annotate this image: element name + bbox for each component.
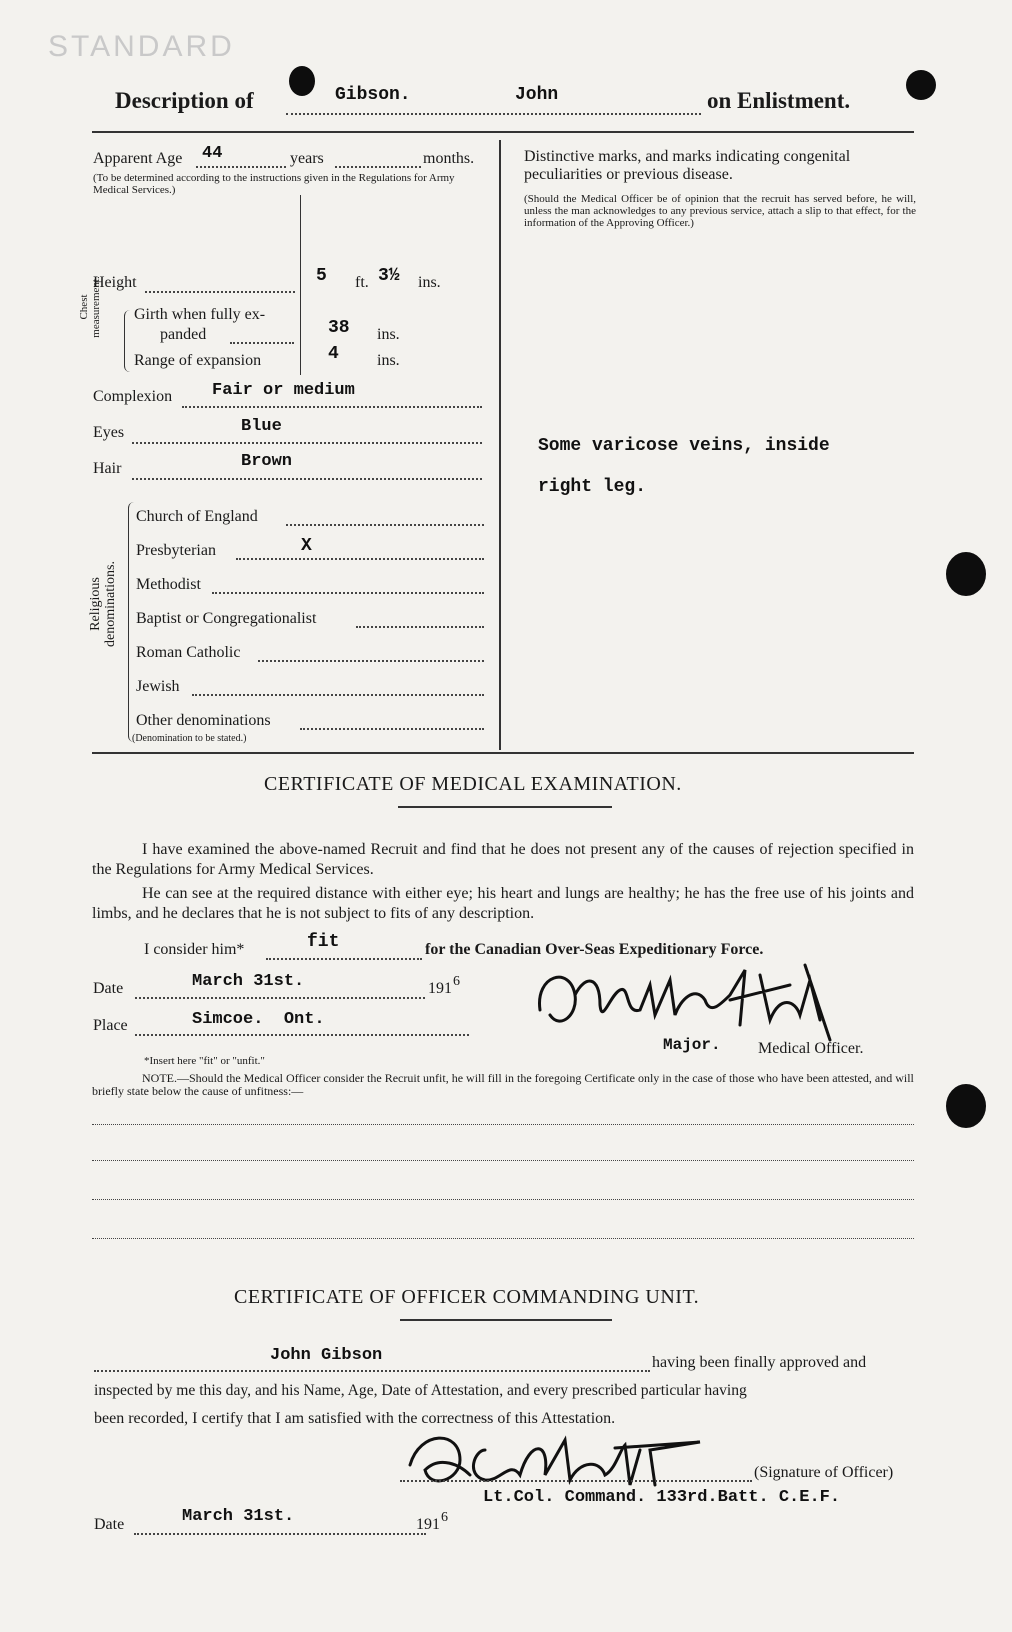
insert-note: *Insert here "fit" or "unfit." [144, 1055, 265, 1067]
commanding-line-1-tail: having been finally approved and [652, 1354, 867, 1371]
unfit-line [92, 1238, 914, 1239]
marks-note: (Should the Medical Officer be of opinion that the recruit has served before, he will, unless the man acknowledges to any previous service, attach a slip to that effect, for the information of the Approving Officer.) [524, 193, 916, 229]
denomination-note: (Denomination to be stated.) [132, 733, 247, 744]
apparent-age-value: 44 [202, 144, 223, 163]
unfit-line [92, 1160, 914, 1161]
eyes-label: Eyes [93, 424, 125, 441]
ft-label: ft. [355, 274, 369, 291]
religion-list [136, 508, 484, 746]
commanding-cert-title: CERTIFICATE OF OFFICER COMMANDING UNIT. [234, 1286, 700, 1308]
faded-stamp: STANDARD [48, 30, 235, 63]
consider-line [266, 958, 422, 960]
commanding-date-value: March 31st. [182, 1507, 295, 1526]
hair-line [132, 478, 482, 480]
commanding-unit-value: Lt.Col. Command. 133rd.Batt. C.E.F. [483, 1488, 841, 1507]
medical-year-suffix: 6 [453, 974, 460, 989]
months-line [335, 166, 421, 168]
height-label: Height [93, 274, 137, 291]
marks-entry-line-1: Some varicose veins, inside [538, 436, 830, 456]
eyes-value: Blue [241, 417, 282, 436]
hair-label: Hair [93, 460, 122, 477]
medical-date-line [135, 997, 425, 999]
title-right: on Enlistment. [707, 88, 851, 113]
medical-para-1: I have examined the above-named Recruit and find that he does not present any of the causes of rejection specified in the Regulations for Army Medical Services. [92, 841, 914, 878]
medical-officer-label: Medical Officer. [758, 1040, 864, 1057]
unfit-line [92, 1124, 914, 1125]
religion-item [136, 536, 484, 576]
medical-date-label: Date [93, 980, 124, 997]
religion-mark: X [301, 536, 312, 556]
commanding-line-3: been recorded, I certify that I am satisfied with the correctness of this Attestation. [94, 1410, 616, 1427]
fit-value: fit [307, 932, 340, 952]
range-value: 4 [328, 344, 339, 364]
medical-para-2: He can see at the required distance with either eye; his heart and lungs are healthy; he has the free use of his joints and limbs, and he declares that he is not subject to fits of any description. [92, 885, 914, 922]
column-divider [499, 140, 501, 750]
commanding-name-line [94, 1370, 650, 1372]
surname: Gibson. [335, 85, 411, 105]
girth-line [230, 342, 294, 344]
eyes-line [132, 442, 482, 444]
left-inner-divider [300, 195, 301, 375]
medical-date-value: March 31st. [192, 972, 305, 991]
age-note: (To be determined according to the instructions given in the Regulations for Army Medical Services.) [93, 172, 455, 196]
marks-entry-line-2: right leg. [538, 477, 647, 497]
commanding-date-line [134, 1533, 426, 1535]
religion-item [136, 644, 484, 678]
complexion-line [182, 406, 482, 408]
religion-label-roman-catholic: Roman Catholic [136, 644, 241, 661]
signature-line [400, 1480, 752, 1482]
commanding-date-label: Date [94, 1516, 125, 1533]
range-ins-label: ins. [377, 352, 400, 369]
chest-bracket [124, 310, 131, 372]
height-in-value: 3½ [378, 266, 400, 286]
religion-label-church-of-england: Church of England [136, 508, 258, 525]
girth-label-2: panded [160, 326, 207, 343]
religion-label-baptist: Baptist or Congregationalist [136, 610, 317, 627]
medical-rank: Major. [663, 1036, 721, 1054]
religion-label-jewish: Jewish [136, 678, 180, 695]
religion-item [136, 610, 484, 644]
hair-value: Brown [241, 452, 293, 471]
consider-label: I consider him* [144, 941, 245, 958]
commanding-title-underline [400, 1319, 612, 1321]
age-line [196, 166, 286, 168]
force-label: for the Canadian Over-Seas Expeditionary Force. [425, 941, 764, 958]
medical-year-prefix: 191 [428, 980, 452, 997]
religion-label-methodist: Methodist [136, 576, 201, 593]
medical-officer-signature [530, 955, 860, 1045]
punch-hole [906, 70, 936, 100]
punch-hole [946, 1084, 986, 1128]
punch-hole [289, 66, 315, 96]
height-line [145, 291, 295, 293]
girth-value: 38 [328, 318, 350, 338]
medical-cert-title: CERTIFICATE OF MEDICAL EXAMINATION. [264, 773, 682, 795]
apparent-age-label: Apparent Age [93, 150, 183, 167]
commanding-year-suffix: 6 [441, 1510, 448, 1525]
religion-item [136, 576, 484, 610]
height-ft-value: 5 [316, 266, 327, 286]
commanding-line-2: inspected by me this day, and his Name, Age, Date of Attestation, and every prescribed particular having [94, 1382, 747, 1399]
title-name-line [286, 113, 701, 115]
religion-bracket [128, 502, 135, 742]
punch-hole [946, 552, 986, 596]
complexion-value: Fair or medium [212, 381, 355, 400]
section-rule [92, 752, 914, 754]
religion-label-other: Other denominations [136, 712, 271, 729]
header-rule [92, 131, 914, 133]
girth-label-1: Girth when fully ex- [134, 306, 266, 323]
girth-ins-label: ins. [377, 326, 400, 343]
years-label: years [290, 150, 324, 167]
complexion-label: Complexion [93, 388, 173, 405]
unfit-line [92, 1199, 914, 1200]
ins-label: ins. [418, 274, 441, 291]
signature-label: (Signature of Officer) [754, 1464, 894, 1481]
religion-item [136, 678, 484, 712]
place-label: Place [93, 1017, 128, 1034]
unfit-note: NOTE.—Should the Medical Officer consider the Recruit unfit, he will fill in the foregoing Certificate only in the case of those who have been attested, and will briefly state below the cause of unfitness:— [92, 1071, 914, 1098]
range-label: Range of expansion [134, 352, 262, 369]
title-left: Description of [115, 88, 254, 113]
marks-heading: Distinctive marks, and marks indicating congenital peculiarities or previous disease. [524, 148, 851, 183]
medical-title-underline [398, 806, 612, 808]
place-line [135, 1034, 469, 1036]
religion-label-presbyterian: Presbyterian [136, 542, 216, 559]
given-name: John [515, 85, 559, 105]
place-value: Simcoe. Ont. [192, 1010, 325, 1029]
commanding-year-prefix: 191 [416, 1516, 440, 1533]
religion-label: Religious denominations. [88, 561, 118, 647]
chest-label: Chest measurement. [78, 276, 102, 338]
months-label: months. [423, 150, 475, 167]
commanding-name-value: John Gibson [270, 1346, 383, 1365]
